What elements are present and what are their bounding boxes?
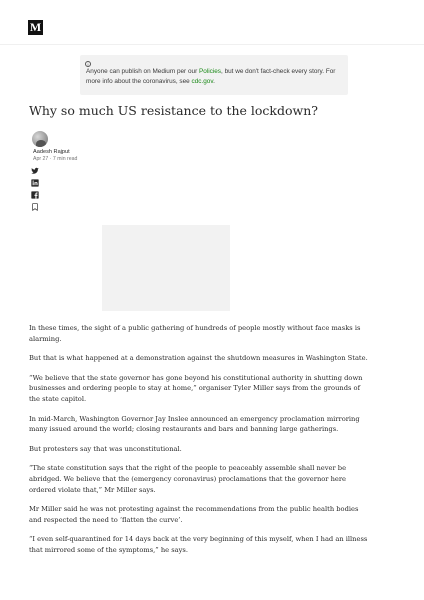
notice-text-middle: , but we don't fact-check every story. For more info about the coronavirus, see — [86, 68, 336, 85]
linkedin-icon[interactable] — [31, 179, 39, 187]
article-body — [29, 323, 369, 565]
paragraph: Mr Miller said he was not protesting against the recommendations from the public health bodies and respected the need to ‘flatten the curve’. — [29, 505, 359, 524]
notice-text-before: Anyone can publish on Medium per our — [86, 68, 199, 75]
policies-link[interactable]: Policies — [198, 68, 222, 75]
cdc-link[interactable]: cdc.gov — [191, 78, 214, 85]
paragraph: But that is what happened at a demonstration against the shutdown measures in Washington State. — [29, 354, 368, 363]
article-title: Why so much US resistance to the lockdown? — [29, 103, 318, 118]
paragraph: In mid-March, Washington Governor Jay Inslee announced an emergency proclamation mirroring many issued around the world; closing restaurants and bars and banning large gatherings. — [29, 414, 360, 434]
hero-image-placeholder — [102, 225, 230, 311]
paragraph: In these times, the sight of a public gathering of hundreds of people mostly without face masks is alarming. — [29, 324, 361, 343]
paragraph: “The state constitution says that the right of the people to peaceably assemble shall never be abridged. We believe that the (emergency coronavirus) proclamations that the governor here ordered violate that,” Mr Miller says. — [29, 464, 347, 494]
medium-logo[interactable]: M — [29, 20, 42, 34]
paragraph: “We believe that the state governor has gone beyond his constitutional authority in shutting down businesses and ordering people to stay at home,” organiser Tyler Miller says from the grounds of the state capitol. — [29, 373, 363, 403]
bookmark-icon[interactable] — [31, 203, 39, 211]
article-meta: Apr 27 · 7 min read — [33, 156, 78, 162]
author-name[interactable]: Aadesh Rajput — [33, 149, 70, 155]
facebook-icon[interactable] — [31, 191, 39, 199]
twitter-icon[interactable] — [31, 167, 39, 175]
paragraph: “I even self-quarantined for 14 days back at the very beginning of this myself, when I had an illness that mirrored some of the symptoms,” he says. — [29, 535, 368, 554]
info-icon: i — [85, 61, 91, 67]
top-bar — [0, 0, 424, 45]
fact-check-notice — [80, 55, 348, 95]
author-avatar[interactable] — [32, 131, 48, 147]
notice-text-end: . — [213, 78, 215, 85]
paragraph: But protesters say that was unconstitutional. — [29, 444, 182, 453]
